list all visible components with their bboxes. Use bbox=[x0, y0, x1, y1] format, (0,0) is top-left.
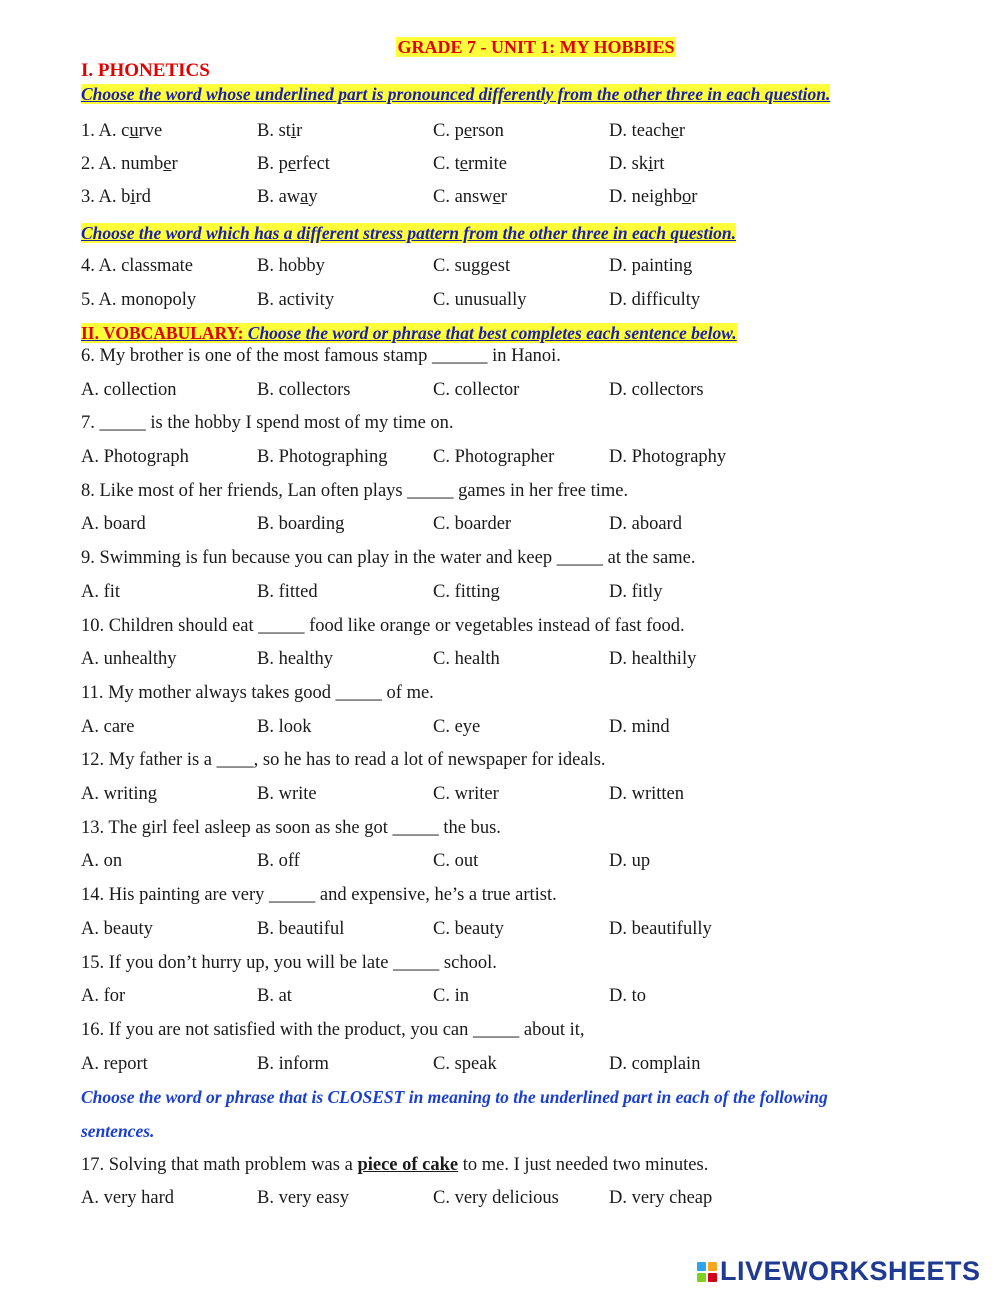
q10-option-a[interactable]: A. unhealthy bbox=[81, 649, 177, 670]
q17-option-b[interactable]: B. very easy bbox=[257, 1188, 349, 1208]
q13-option-b[interactable]: B. off bbox=[257, 851, 300, 872]
question-17 bbox=[81, 1155, 708, 1176]
q7-option-b[interactable]: B. Photographing bbox=[257, 446, 388, 467]
stress-q5-option-a[interactable]: 5. A. monopoly bbox=[81, 290, 197, 310]
option-text: rd bbox=[135, 187, 151, 207]
option-text: rt bbox=[653, 154, 665, 174]
instruction-closest-line1: Choose the word or phrase that is CLOSEST in meaning to the underlined part in each of the following bbox=[81, 1087, 828, 1107]
question-8: 8. Like most of her friends, Lan often plays _____ games in her free time. bbox=[81, 480, 629, 501]
option-text: rson bbox=[472, 121, 504, 141]
q9-option-a[interactable]: A. fit bbox=[81, 581, 121, 602]
option-text: D. teach bbox=[609, 121, 671, 141]
question-10: 10. Children should eat _____ food like orange or vegetables instead of fast food. bbox=[81, 615, 685, 636]
phonetics-q1-option-a[interactable] bbox=[81, 121, 162, 142]
q13-option-c[interactable]: C. out bbox=[433, 851, 479, 872]
option-text: B. st bbox=[257, 121, 291, 141]
section-phonetics-heading: I. PHONETICS bbox=[81, 60, 210, 81]
option-text: 3. A. b bbox=[81, 187, 131, 207]
section-vocabulary-heading bbox=[81, 323, 737, 344]
underlined-letter: a bbox=[300, 187, 309, 207]
phonetics-q3-option-a[interactable] bbox=[81, 187, 151, 208]
phonetics-q2-option-b[interactable] bbox=[257, 154, 330, 175]
question-15: 15. If you don’t hurry up, you will be late _____ school. bbox=[81, 952, 497, 973]
q8-option-c[interactable]: C. boarder bbox=[433, 514, 512, 535]
q10-option-c[interactable]: C. health bbox=[433, 649, 500, 670]
phonetics-q3-option-c[interactable] bbox=[433, 187, 507, 208]
q16-option-c[interactable]: C. speak bbox=[433, 1053, 497, 1074]
underlined-letter: i bbox=[648, 154, 654, 174]
stress-q5-option-c[interactable]: C. unusually bbox=[433, 290, 527, 310]
phonetics-q2-option-c[interactable] bbox=[433, 154, 507, 175]
q15-option-b[interactable]: B. at bbox=[257, 986, 292, 1007]
underlined-letter: e bbox=[163, 154, 172, 174]
q17-option-d[interactable]: D. very cheap bbox=[609, 1188, 713, 1208]
q6-option-c[interactable]: C. collector bbox=[433, 379, 520, 400]
q13-option-d[interactable]: D. up bbox=[609, 851, 651, 872]
q11-option-d[interactable]: D. mind bbox=[609, 716, 670, 737]
q11-option-b[interactable]: B. look bbox=[257, 716, 312, 737]
vocab-label: II. VOBCABULARY: bbox=[81, 323, 244, 343]
phonetics-q3-option-d[interactable] bbox=[609, 187, 697, 208]
instruction-pronunciation: Choose the word whose underlined part is pronounced differently from the other three in each question. bbox=[81, 84, 831, 104]
option-text: 1. A. c bbox=[81, 121, 130, 141]
stress-q4-option-d[interactable]: D. painting bbox=[609, 256, 693, 276]
stress-q4-option-b[interactable]: B. hobby bbox=[257, 256, 325, 276]
option-text: rve bbox=[138, 121, 163, 141]
q7-option-a[interactable]: A. Photograph bbox=[81, 446, 189, 467]
vocab-instruction: Choose the word or phrase that best completes each sentence below. bbox=[247, 323, 737, 343]
question-16: 16. If you are not satisfied with the product, you can _____ about it, bbox=[81, 1020, 585, 1040]
option-text: r bbox=[171, 154, 178, 174]
option-text: rfect bbox=[296, 154, 330, 174]
option-text: B. p bbox=[257, 154, 288, 174]
logo-mark-icon bbox=[697, 1262, 717, 1282]
logo-text: LIVEWORKSHEETS bbox=[720, 1256, 981, 1286]
stress-q5-option-b[interactable]: B. activity bbox=[257, 290, 335, 310]
phonetics-q2-option-a[interactable] bbox=[81, 154, 178, 175]
q7-option-c[interactable]: C. Photographer bbox=[433, 446, 555, 467]
question-11: 11. My mother always takes good _____ of me. bbox=[81, 683, 434, 703]
question-6: 6. My brother is one of the most famous stamp ______ in Hanoi. bbox=[81, 346, 561, 366]
question-7: 7. _____ is the hobby I spend most of my time on. bbox=[81, 413, 454, 434]
q12-option-b[interactable]: B. write bbox=[257, 783, 317, 804]
option-text: 2. A. numb bbox=[81, 154, 164, 174]
underlined-letter: u bbox=[129, 121, 139, 141]
option-text: r bbox=[500, 187, 508, 207]
option-text: r bbox=[296, 121, 303, 141]
phonetics-q1-option-c[interactable] bbox=[433, 121, 504, 142]
question-14: 14. His painting are very _____ and expensive, he’s a true artist. bbox=[81, 885, 557, 906]
q12-option-d[interactable]: D. written bbox=[609, 783, 685, 804]
q6-option-d[interactable]: D. collectors bbox=[609, 379, 704, 400]
question-17-underlined: piece of cake bbox=[357, 1155, 459, 1175]
q7-option-d[interactable]: D. Photography bbox=[609, 446, 727, 467]
underlined-letter: i bbox=[290, 121, 297, 141]
option-text: r bbox=[678, 121, 686, 141]
question-12: 12. My father is a ____, so he has to read a lot of newspaper for ideals. bbox=[81, 750, 606, 771]
liveworksheets-logo bbox=[697, 1256, 981, 1287]
underlined-letter: e bbox=[463, 121, 473, 141]
option-text: D. sk bbox=[609, 154, 649, 174]
page-title: GRADE 7 - UNIT 1: MY HOBBIES bbox=[397, 37, 675, 57]
instruction-closest-line2: sentences. bbox=[81, 1121, 155, 1141]
option-text: D. neighb bbox=[609, 187, 682, 207]
q8-option-a[interactable]: A. board bbox=[81, 514, 146, 535]
q10-option-b[interactable]: B. healthy bbox=[257, 649, 334, 670]
question-17-text-end: to me. I just needed two minutes. bbox=[458, 1155, 709, 1175]
q16-option-b[interactable]: B. inform bbox=[257, 1053, 329, 1074]
underlined-letter: o bbox=[681, 187, 692, 207]
q14-option-b[interactable]: B. beautiful bbox=[257, 918, 345, 939]
question-17-text-start: 17. Solving that math problem was a bbox=[81, 1155, 358, 1175]
q15-option-d[interactable]: D. to bbox=[609, 986, 646, 1007]
q9-option-b[interactable]: B. fitted bbox=[257, 581, 318, 602]
q13-option-a[interactable]: A. on bbox=[81, 851, 123, 872]
option-text: C. t bbox=[433, 154, 460, 174]
phonetics-q2-option-d[interactable] bbox=[609, 154, 665, 175]
option-text: C. answ bbox=[433, 187, 493, 207]
option-text: y bbox=[308, 187, 318, 207]
stress-q4-option-a[interactable]: 4. A. classmate bbox=[81, 256, 194, 276]
stress-q4-option-c[interactable]: C. suggest bbox=[433, 256, 511, 276]
q11-option-a[interactable]: A. care bbox=[81, 716, 135, 737]
q6-option-a[interactable]: A. collection bbox=[81, 379, 177, 400]
q12-option-a[interactable]: A. writing bbox=[81, 783, 158, 804]
phonetics-q3-option-b[interactable] bbox=[257, 187, 318, 208]
stress-q5-option-d[interactable]: D. difficulty bbox=[609, 290, 701, 310]
question-13: 13. The girl feel asleep as soon as she got _____ the bus. bbox=[81, 817, 501, 838]
option-text: C. p bbox=[433, 121, 464, 141]
q12-option-c[interactable]: C. writer bbox=[433, 783, 499, 804]
q11-option-c[interactable]: C. eye bbox=[433, 716, 481, 737]
q15-option-c[interactable]: C. in bbox=[433, 986, 469, 1007]
q17-option-a[interactable]: A. very hard bbox=[81, 1188, 174, 1208]
underlined-letter: e bbox=[492, 187, 501, 207]
phonetics-q1-option-d[interactable] bbox=[609, 121, 685, 142]
underlined-letter: e bbox=[287, 154, 297, 174]
q6-option-b[interactable]: B. collectors bbox=[257, 379, 351, 400]
question-9: 9. Swimming is fun because you can play in the water and keep _____ at the same. bbox=[81, 548, 696, 569]
underlined-letter: e bbox=[670, 121, 679, 141]
q8-option-b[interactable]: B. boarding bbox=[257, 514, 345, 535]
q9-option-d[interactable]: D. fitly bbox=[609, 581, 663, 602]
underlined-letter: e bbox=[459, 154, 468, 174]
phonetics-q1-option-b[interactable] bbox=[257, 121, 302, 142]
option-text: B. aw bbox=[257, 187, 301, 207]
q9-option-c[interactable]: C. fitting bbox=[433, 581, 500, 602]
q15-option-a[interactable]: A. for bbox=[81, 986, 126, 1007]
option-text: rmite bbox=[467, 154, 507, 174]
q16-option-d[interactable]: D. complain bbox=[609, 1053, 701, 1074]
underlined-letter: i bbox=[130, 187, 136, 207]
q16-option-a[interactable]: A. report bbox=[81, 1053, 148, 1074]
q14-option-c[interactable]: C. beauty bbox=[433, 918, 504, 939]
q17-option-c[interactable]: C. very delicious bbox=[433, 1188, 559, 1208]
instruction-stress: Choose the word which has a different stress pattern from the other three in each question. bbox=[81, 223, 737, 243]
q10-option-d[interactable]: D. healthily bbox=[609, 649, 697, 670]
q14-option-d[interactable]: D. beautifully bbox=[609, 918, 712, 939]
q8-option-d[interactable]: D. aboard bbox=[609, 514, 682, 535]
q14-option-a[interactable]: A. beauty bbox=[81, 918, 153, 939]
option-text: r bbox=[691, 187, 698, 207]
